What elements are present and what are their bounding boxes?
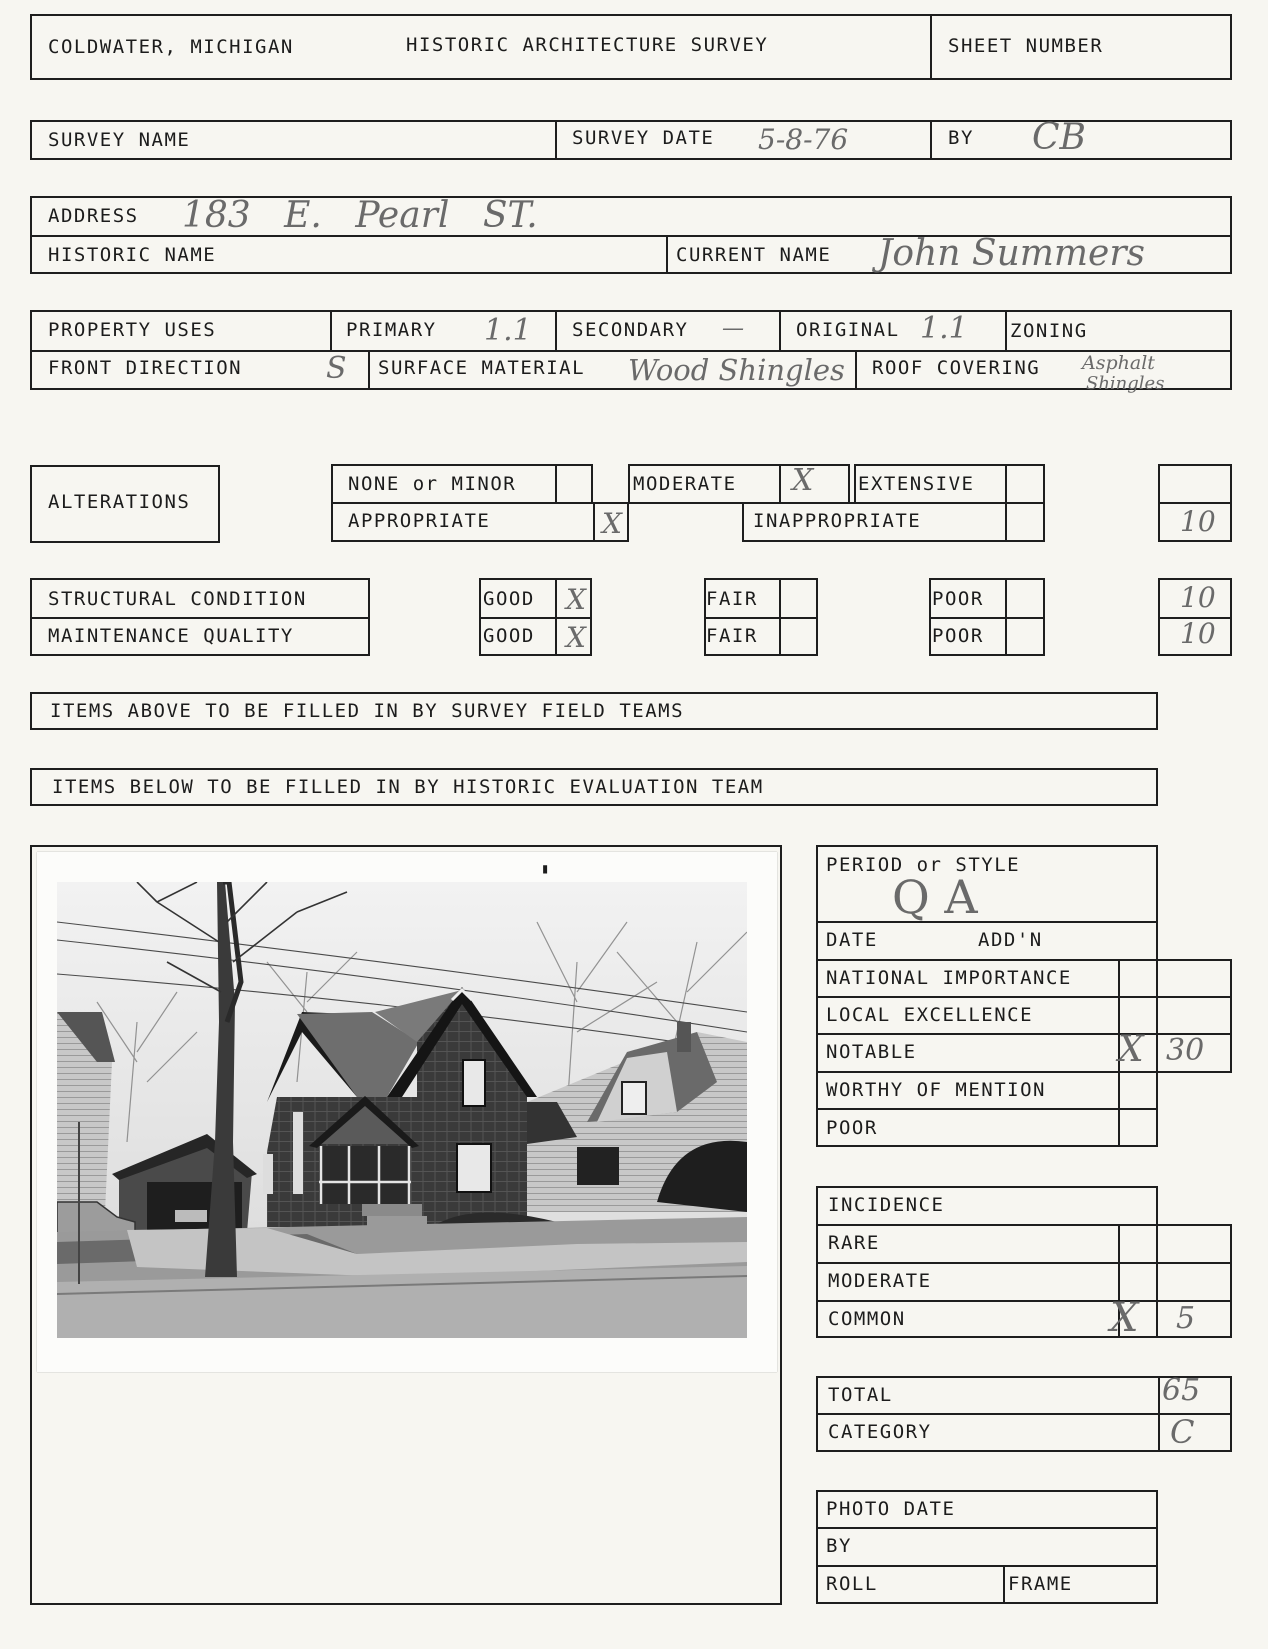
survey-date-label: SURVEY DATE — [572, 127, 715, 149]
header-divider — [930, 14, 932, 80]
structural-good-checkmark: X — [566, 583, 586, 616]
property-div-3 — [779, 310, 781, 350]
structural-good-label: GOOD — [483, 588, 535, 610]
none-minor-check-div — [555, 464, 557, 504]
historic-name-label: HISTORIC NAME — [48, 244, 217, 266]
appropriate-label: APPROPRIATE — [348, 510, 491, 532]
maintenance-fair-label: FAIR — [706, 625, 758, 647]
good-row-div — [479, 617, 592, 619]
eval-div-2 — [816, 996, 1232, 998]
surface-material-label: SURFACE MATERIAL — [378, 357, 586, 379]
period-style-value: Q A — [892, 870, 978, 924]
total-value: 65 — [1162, 1373, 1201, 1408]
roll-label: ROLL — [826, 1573, 878, 1595]
common-score: 5 — [1176, 1301, 1196, 1336]
surveyed-by-label: BY — [948, 127, 974, 149]
zoning-label: ZONING — [1010, 320, 1088, 342]
roll-frame-div — [1003, 1565, 1005, 1604]
front-direction-label: FRONT DIRECTION — [48, 357, 243, 379]
category-label: CATEGORY — [828, 1421, 932, 1443]
notable-checkmark: X — [1118, 1029, 1144, 1070]
incidence-label: INCIDENCE — [828, 1194, 945, 1216]
eval-date-label: DATE — [826, 929, 878, 951]
national-importance-label: NATIONAL IMPORTANCE — [826, 967, 1072, 989]
maintenance-good-label: GOOD — [483, 625, 535, 647]
historic-name-divider — [666, 235, 668, 274]
roof-covering-value-1: Asphalt — [1082, 352, 1155, 374]
eval-score-col — [1230, 959, 1232, 1071]
property-row-divider — [30, 350, 1232, 352]
appropriate-checkmark: X — [602, 507, 622, 540]
sheet-number-label: SHEET NUMBER — [948, 35, 1104, 57]
poor-row-div — [929, 617, 1045, 619]
none-minor-label: NONE or MINOR — [348, 473, 517, 495]
eval-div-1 — [816, 959, 1232, 961]
photo-by-label: BY — [826, 1535, 852, 1557]
address-label: ADDRESS — [48, 205, 139, 227]
maintenance-poor-label: POOR — [932, 625, 984, 647]
frame-label: FRAME — [1008, 1573, 1073, 1595]
survey-title: HISTORIC ARCHITECTURE SURVEY — [406, 34, 769, 56]
maintenance-score: 10 — [1180, 617, 1216, 650]
house-photo-image — [57, 882, 747, 1338]
primary-value: 1.1 — [484, 313, 532, 348]
front-direction-value: S — [326, 351, 347, 386]
notable-label: NOTABLE — [826, 1041, 917, 1063]
alterations-score: 10 — [1180, 505, 1216, 538]
original-label: ORIGINAL — [796, 319, 900, 341]
inc-div-2 — [816, 1262, 1232, 1264]
inc-score-col — [1230, 1224, 1232, 1338]
property-div-2 — [555, 310, 557, 350]
secondary-value: — — [722, 316, 744, 341]
current-name-value: John Summers — [878, 233, 1146, 274]
survey-date-value: 5-8-76 — [758, 123, 849, 156]
photo-info-div-2 — [816, 1565, 1158, 1567]
house-photograph — [37, 852, 777, 1372]
fair-check-div — [779, 578, 781, 656]
appropriate-check-div — [593, 502, 595, 542]
roof-covering-value-2: Shingles — [1086, 373, 1165, 394]
maintenance-good-checkmark: X — [566, 621, 586, 654]
field-team-note: ITEMS ABOVE TO BE FILLED IN BY SURVEY FIELD TEAMS — [50, 700, 685, 722]
common-checkmark: X — [1110, 1295, 1139, 1341]
good-check-div — [555, 578, 557, 656]
worthy-of-mention-label: WORTHY OF MENTION — [826, 1079, 1046, 1101]
roof-covering-label: ROOF COVERING — [872, 357, 1041, 379]
moderate-check-div — [779, 464, 781, 504]
photo-info-div-1 — [816, 1527, 1158, 1529]
inc-div-3 — [816, 1300, 1232, 1302]
secondary-label: SECONDARY — [572, 319, 689, 341]
alterations-label: ALTERATIONS — [48, 491, 191, 513]
alterations-score-div — [1158, 502, 1232, 504]
eval-date-value: ADD'N — [978, 929, 1043, 951]
current-name-label: CURRENT NAME — [676, 244, 832, 266]
eval-poor-label: POOR — [826, 1117, 878, 1139]
eval-div-5 — [816, 1108, 1158, 1110]
inc-div-1 — [816, 1224, 1232, 1226]
local-excellence-label: LOCAL EXCELLENCE — [826, 1004, 1034, 1026]
rare-label: RARE — [828, 1232, 880, 1254]
address-value: 183 E. Pearl ST. — [182, 195, 538, 236]
primary-label: PRIMARY — [346, 319, 437, 341]
property-div-5 — [368, 350, 370, 390]
category-value: C — [1170, 1413, 1195, 1451]
extensive-check-div — [1005, 464, 1007, 504]
survey-divider-2 — [930, 120, 932, 160]
inappropriate-check-div — [1005, 502, 1007, 542]
fair-row-div — [704, 617, 818, 619]
original-value: 1.1 — [920, 311, 968, 346]
property-div-1 — [330, 310, 332, 350]
inc-moderate-label: MODERATE — [828, 1270, 932, 1292]
common-label: COMMON — [828, 1308, 906, 1330]
survey-divider-1 — [555, 120, 557, 160]
moderate-label: MODERATE — [633, 473, 737, 495]
city-label: COLDWATER, MICHIGAN — [48, 36, 294, 58]
property-div-4 — [1005, 310, 1007, 350]
condition-label-div — [30, 617, 370, 619]
eval-div-4 — [816, 1071, 1232, 1073]
photo-date-label: PHOTO DATE — [826, 1498, 956, 1520]
property-uses-label: PROPERTY USES — [48, 319, 217, 341]
surface-material-value: Wood Shingles — [628, 353, 845, 387]
eval-team-note: ITEMS BELOW TO BE FILLED IN BY HISTORIC EVALUATION TEAM — [52, 776, 764, 798]
notable-score: 30 — [1166, 1033, 1205, 1068]
structural-condition-label: STRUCTURAL CONDITION — [48, 588, 307, 610]
property-div-6 — [855, 350, 857, 390]
structural-score: 10 — [1180, 581, 1216, 614]
structural-poor-label: POOR — [932, 588, 984, 610]
surveyed-by-value: CB — [1032, 117, 1086, 158]
inc-div-4 — [1158, 1336, 1232, 1338]
moderate-checkmark: X — [792, 463, 814, 498]
maintenance-quality-label: MAINTENANCE QUALITY — [48, 625, 294, 647]
structural-fair-label: FAIR — [706, 588, 758, 610]
survey-name-label: SURVEY NAME — [48, 129, 191, 151]
photo-tack-mark: ▮ — [541, 861, 551, 877]
inappropriate-label: INAPPROPRIATE — [753, 510, 922, 532]
poor-check-div — [1005, 578, 1007, 656]
extensive-label: EXTENSIVE — [858, 473, 975, 495]
total-score-col — [1158, 1376, 1160, 1452]
period-style-label: PERIOD or STYLE — [826, 854, 1021, 876]
total-label: TOTAL — [828, 1384, 893, 1406]
